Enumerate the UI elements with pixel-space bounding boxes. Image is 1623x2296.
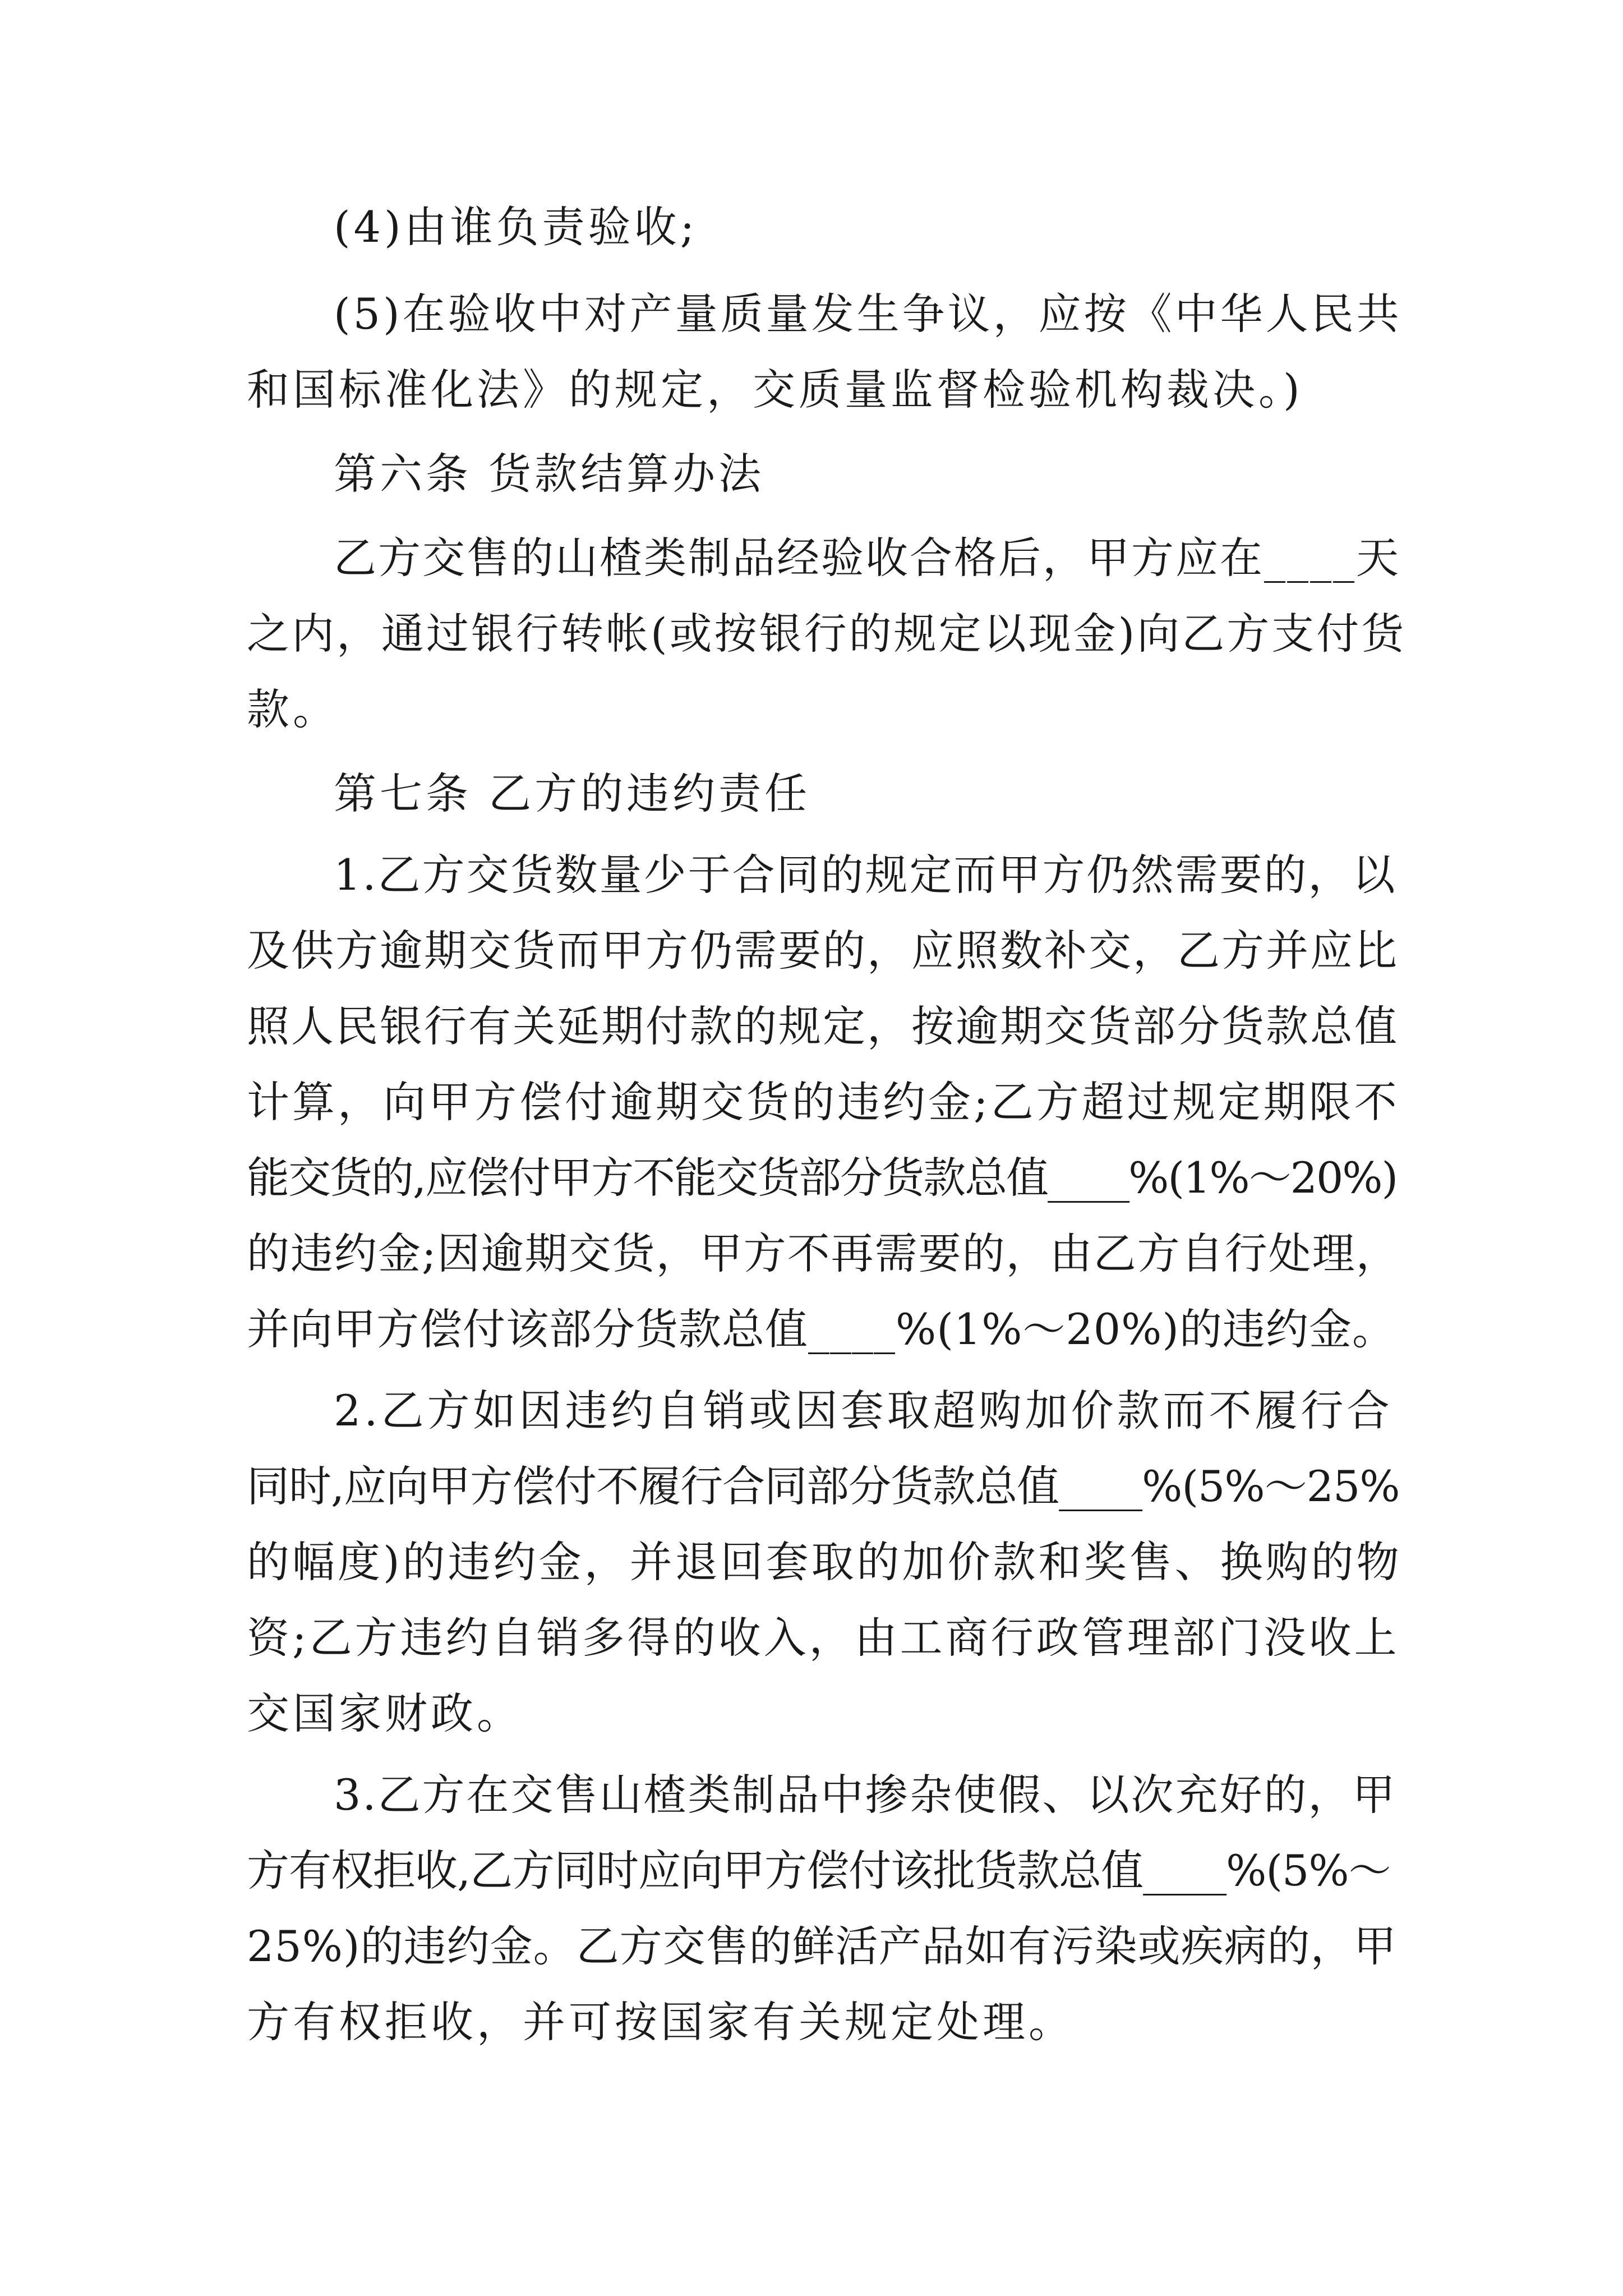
section-heading-article-7: 第七条 乙方的违约责任 <box>334 769 811 818</box>
text-line: 25%)的违约金。乙方交售的鲜活产品如有污染或疾病的，甲 <box>247 1921 1397 1971</box>
text-line: 3.乙方在交售山楂类制品中掺杂使假、以次充好的，甲 <box>334 1770 1397 1820</box>
text-line: 和国标准化法》的规定，交质量监督检验机构裁决。) <box>247 365 1303 415</box>
text-line: 方有权拒收,乙方同时应向甲方偿付该批货款总值____%(5%～ <box>247 1846 1391 1895</box>
text-line: 同时,应向甲方偿付不履行合同部分货款总值____%(5%～25% <box>247 1461 1400 1511</box>
text-line: 交国家财政。 <box>247 1688 523 1738</box>
text-line: 之内，通过银行转帐(或按银行的规定以现金)向乙方支付货 <box>247 609 1407 659</box>
text-line: 方有权拒收，并可按国家有关规定处理。 <box>247 1997 1075 2047</box>
text-line: 的幅度)的违约金，并退回套取的加价款和奖售、换购的物 <box>247 1537 1402 1587</box>
text-line: 2.乙方如因违约自销或因套取超购加价款而不履行合 <box>334 1386 1393 1435</box>
text-line: 并向甲方偿付该部分货款总值____%(1%～20%)的违约金。 <box>247 1304 1396 1354</box>
text-line: 的违约金;因逾期交货，甲方不再需要的，由乙方自行处理， <box>247 1228 1400 1278</box>
section-heading-article-6: 第六条 货款结算办法 <box>334 449 765 499</box>
text-line: 款。 <box>247 684 339 734</box>
text-line: 照人民银行有关延期付款的规定，按逾期交货部分货款总值 <box>247 1001 1399 1051</box>
text-line: 乙方交售的山楂类制品经验收合格后，甲方应在____天 <box>334 533 1400 583</box>
text-line: 及供方逾期交货而甲方仍需要的，应照数补交，乙方并应比 <box>247 926 1399 976</box>
text-line: 能交货的,应偿付甲方不能交货部分货款总值____%(1%～20%) <box>247 1153 1398 1203</box>
text-line: 1.乙方交货数量少于合同的规定而甲方仍然需要的，以 <box>334 850 1397 900</box>
text-line: 资;乙方违约自销多得的收入，由工商行政管理部门没收上 <box>247 1613 1400 1663</box>
clause-item-4: (4)由谁负责验收; <box>334 202 698 252</box>
clause-item-5: (5)在验收中对产量质量发生争议，应按《中华人民共 <box>334 289 1402 339</box>
text-line: 计算，向甲方偿付逾期交货的违约金;乙方超过规定期限不 <box>247 1077 1400 1127</box>
